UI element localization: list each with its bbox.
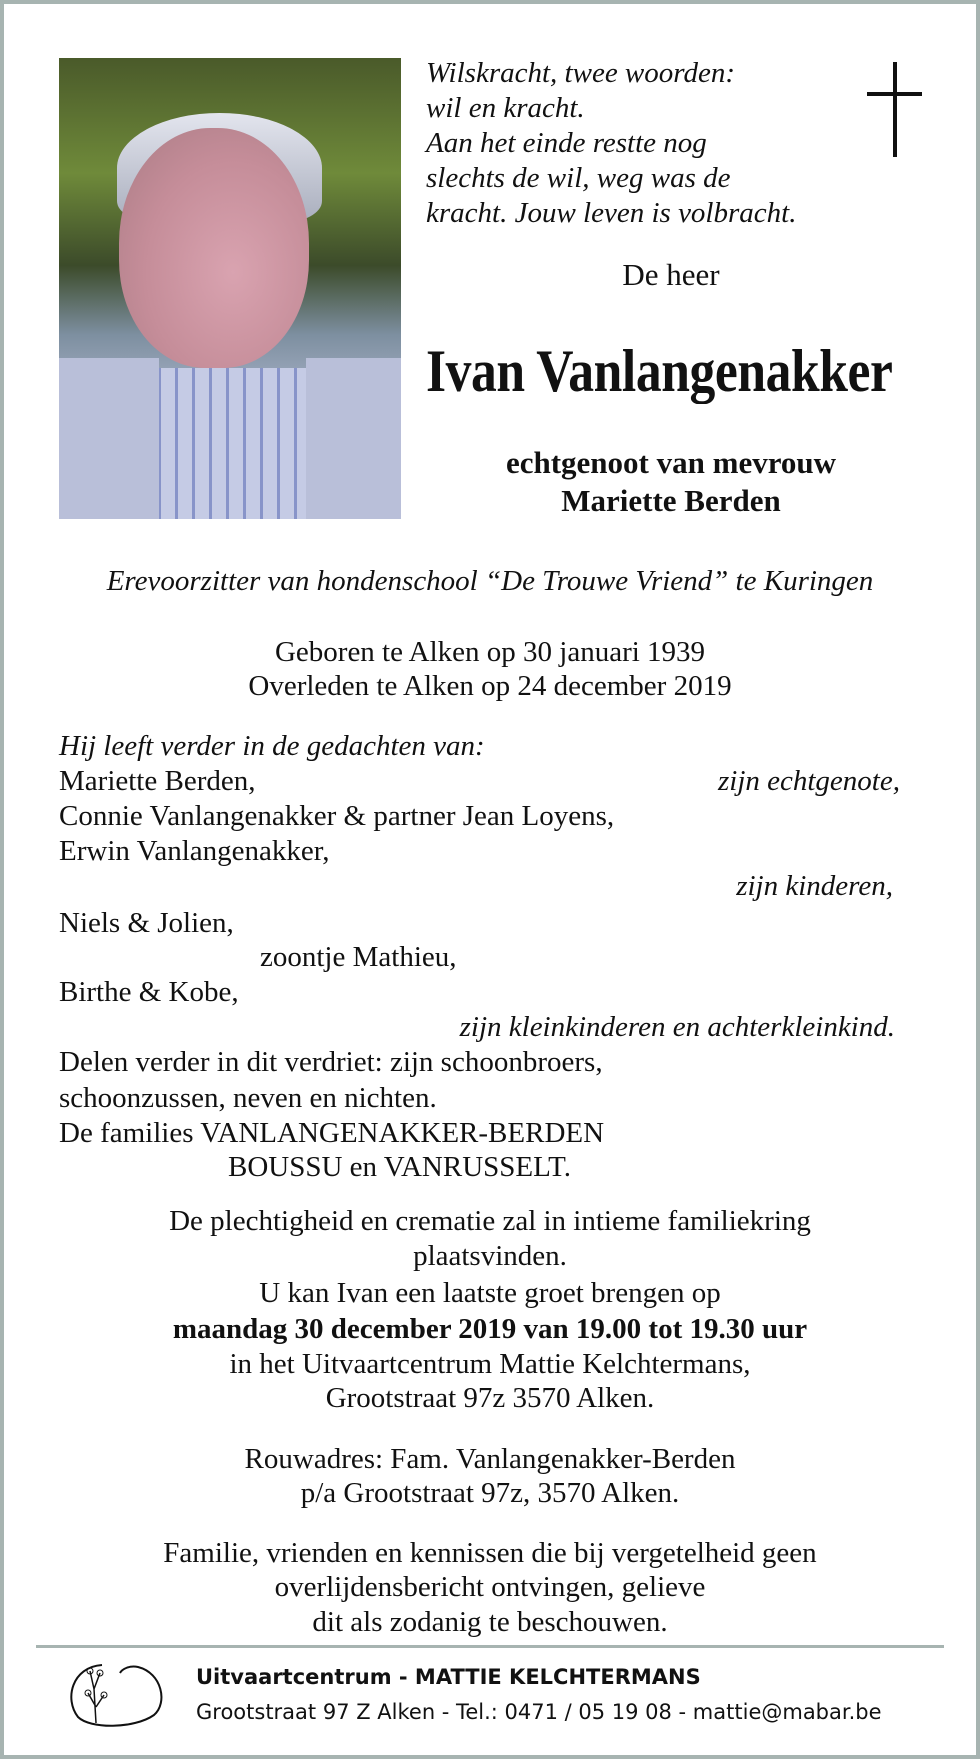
survivor: zoontje Mathieu, xyxy=(260,941,457,973)
survivor: schoonzussen, neven en nichten. xyxy=(59,1082,437,1114)
spouse-line: echtgenoot van mevrouw xyxy=(505,445,837,480)
poem-line: wil en kracht. xyxy=(426,92,585,124)
spouse-name: Mariette Berden xyxy=(561,483,781,518)
ceremony-line: plaatsvinden. xyxy=(413,1240,567,1272)
poem-line: Aan het einde restte nog xyxy=(426,127,707,159)
honorary-title: Erevoorzitter van hondenschool “De Trouwe Vriend” te Kuringen xyxy=(106,565,874,597)
survivor: Niels & Jolien, xyxy=(59,907,234,939)
divider xyxy=(36,1645,944,1648)
photo-cardigan-left xyxy=(59,358,159,519)
venue-line: Grootstraat 97z 3570 Alken. xyxy=(325,1382,655,1414)
cross-icon xyxy=(893,62,897,157)
poem-line: kracht. Jouw leven is volbracht. xyxy=(426,197,797,229)
poem-line: slechts de wil, weg was de xyxy=(426,162,731,194)
survivor-role: zijn kleinkinderen en achterkleinkind. xyxy=(459,1011,895,1043)
death-line: Overleden te Alken op 24 december 2019 xyxy=(248,670,732,702)
survivor: Connie Vanlangenakker & partner Jean Loyens, xyxy=(59,800,615,832)
survivors-intro: Hij leeft verder in de gedachten van: xyxy=(59,730,485,762)
photo-face xyxy=(119,128,309,368)
closing-line: Familie, vrienden en kennissen die bij vergetelheid geen xyxy=(163,1537,817,1569)
closing-line: overlijdensbericht ontvingen, gelieve xyxy=(274,1571,706,1603)
survivor-role: zijn kinderen, xyxy=(736,870,893,902)
survivor-role: zijn echtgenote, xyxy=(717,765,900,797)
survivor: Delen verder in dit verdriet: zijn schoonbroers, xyxy=(59,1046,603,1078)
footer-company: Uitvaartcentrum - MATTIE KELCHTERMANS xyxy=(196,1665,701,1689)
flower-logo-icon xyxy=(64,1659,166,1727)
portrait-photo xyxy=(59,58,401,519)
deceased-name: Ivan Vanlangenakker xyxy=(426,338,893,404)
poem-line: Wilskracht, twee woorden: xyxy=(426,57,736,89)
survivor: De families VANLANGENAKKER-BERDEN xyxy=(59,1117,605,1149)
cross-icon-bar xyxy=(867,92,922,96)
survivor: Birthe & Kobe, xyxy=(59,976,239,1008)
survivor: Mariette Berden, xyxy=(59,765,256,797)
footer-contact: Grootstraat 97 Z Alken - Tel.: 0471 / 05 19 08 - mattie@mabar.be xyxy=(196,1700,882,1724)
ceremony-line: U kan Ivan een laatste groet brengen op xyxy=(259,1277,721,1309)
closing-line: dit als zodanig te beschouwen. xyxy=(312,1606,668,1638)
survivor: BOUSSU en VANRUSSELT. xyxy=(228,1151,571,1183)
visit-time: maandag 30 december 2019 van 19.00 tot 19.30 uur xyxy=(172,1313,808,1345)
address-line: Rouwadres: Fam. Vanlangenakker-Berden xyxy=(244,1443,736,1475)
address-line: p/a Grootstraat 97z, 3570 Alken. xyxy=(300,1477,680,1509)
survivor: Erwin Vanlangenakker, xyxy=(59,835,330,867)
salutation: De heer xyxy=(622,257,720,292)
ceremony-line: De plechtigheid en crematie zal in intieme familiekring xyxy=(169,1205,811,1237)
venue-line: in het Uitvaartcentrum Mattie Kelchtermans, xyxy=(229,1348,751,1380)
birth-line: Geboren te Alken op 30 januari 1939 xyxy=(274,636,706,668)
photo-cardigan-right xyxy=(306,358,401,519)
